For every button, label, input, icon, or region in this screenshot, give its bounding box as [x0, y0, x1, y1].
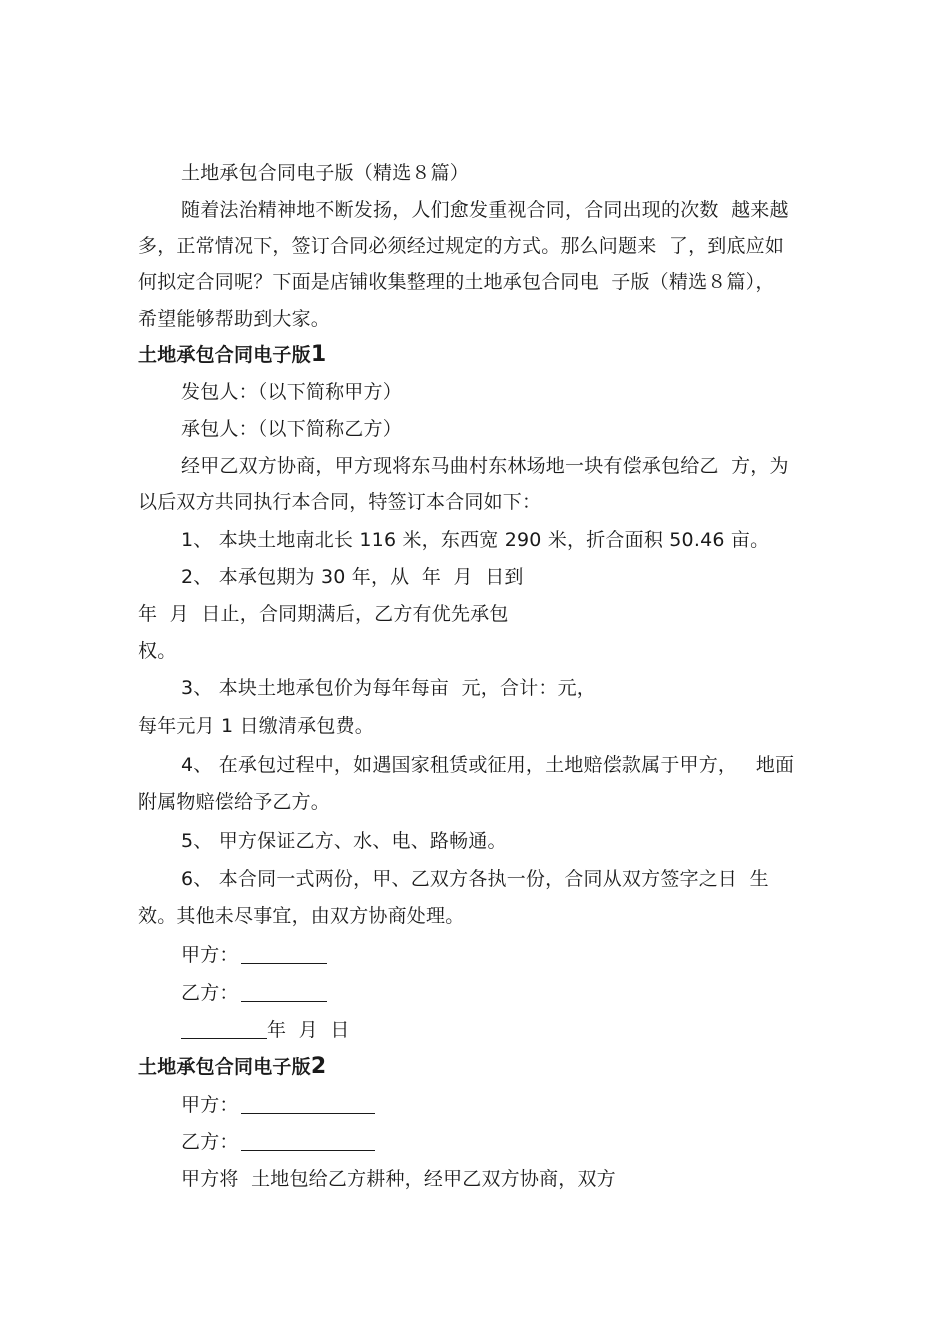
- intro-line-3: 何拟定合同呢？下面是店铺收集整理的土地承包合同电 子版（精选８篇），: [138, 271, 775, 293]
- signature-b-label: 乙方：: [181, 982, 239, 1004]
- signature-b-blank: [241, 983, 327, 1002]
- section-2-signature-a: [181, 1092, 375, 1118]
- section-1-signature-b: [181, 980, 327, 1006]
- section-1-party-a: 发包人：（以下简称甲方）: [181, 381, 402, 403]
- section-2-signature-a-blank: [241, 1095, 375, 1114]
- clause-5: 5、 甲方保证乙方、水、电、路畅通。: [181, 830, 507, 852]
- section-2-body-line-1: 甲方将 土地包给乙方耕种，经甲乙双方协商，双方: [181, 1168, 616, 1190]
- clause-1: 1、 本块土地南北长 116 米，东西宽 290 米，折合面积 50.46 亩。: [181, 529, 770, 551]
- section-1-signature-a: [181, 942, 327, 968]
- section-2-signature-b-blank: [241, 1132, 375, 1151]
- section-2-signature-b: [181, 1129, 375, 1155]
- section-1-party-b: 承包人：（以下简称乙方）: [181, 418, 402, 440]
- clause-3-line-1: 3、 本块土地承包价为每年每亩 元，合计：元，: [181, 677, 597, 699]
- section-1-heading: [138, 342, 326, 368]
- section-1-preamble-line-1: 经甲乙双方协商，甲方现将东马曲村东林场地一块有偿承包给乙 方，为: [181, 455, 789, 477]
- intro-line-1: 随着法治精神地不断发扬，人们愈发重视合同，合同出现的次数 越来越: [181, 199, 789, 221]
- section-1-heading-text: 土地承包合同电子版: [138, 344, 311, 366]
- section-2-signature-a-label: 甲方：: [181, 1094, 239, 1116]
- clause-4-line-1: 4、 在承包过程中，如遇国家租赁或征用，土地赔偿款属于甲方， 地面: [181, 754, 795, 776]
- date-label: 年 月 日: [267, 1019, 350, 1041]
- section-1-date: [181, 1017, 350, 1043]
- intro-line-2: 多，正常情况下，签订合同必须经过规定的方式。那么问题来 了，到底应如: [138, 235, 785, 257]
- section-1-heading-number: 1: [310, 342, 327, 367]
- clause-2-line-3: 权。: [138, 640, 177, 662]
- signature-a-blank: [241, 945, 327, 964]
- section-2-signature-b-label: 乙方：: [181, 1131, 239, 1153]
- clause-4-line-2: 附属物赔偿给予乙方。: [138, 791, 331, 813]
- section-2-heading-text: 土地承包合同电子版: [138, 1056, 311, 1078]
- intro-line-4: 希望能够帮助到大家。: [138, 308, 331, 330]
- clause-2-line-2: 年 月 日止，合同期满后，乙方有优先承包: [138, 603, 509, 625]
- date-blank: [181, 1020, 267, 1039]
- section-2-heading-number: 2: [310, 1054, 327, 1079]
- document-title: 土地承包合同电子版（精选８篇）: [181, 162, 470, 184]
- signature-a-label: 甲方：: [181, 944, 239, 966]
- clause-3-line-2: 每年元月 1 日缴清承包费。: [138, 715, 374, 737]
- clause-6-line-1: 6、 本合同一式两份，甲、乙双方各执一份，合同从双方签字之日 生: [181, 868, 769, 890]
- section-1-preamble-line-2: 以后双方共同执行本合同，特签订本合同如下：: [138, 491, 542, 513]
- clause-6-line-2: 效。其他未尽事宜，由双方协商处理。: [138, 905, 465, 927]
- section-2-heading: [138, 1054, 326, 1080]
- clause-2-line-1: 2、 本承包期为 30 年，从 年 月 日到: [181, 566, 524, 588]
